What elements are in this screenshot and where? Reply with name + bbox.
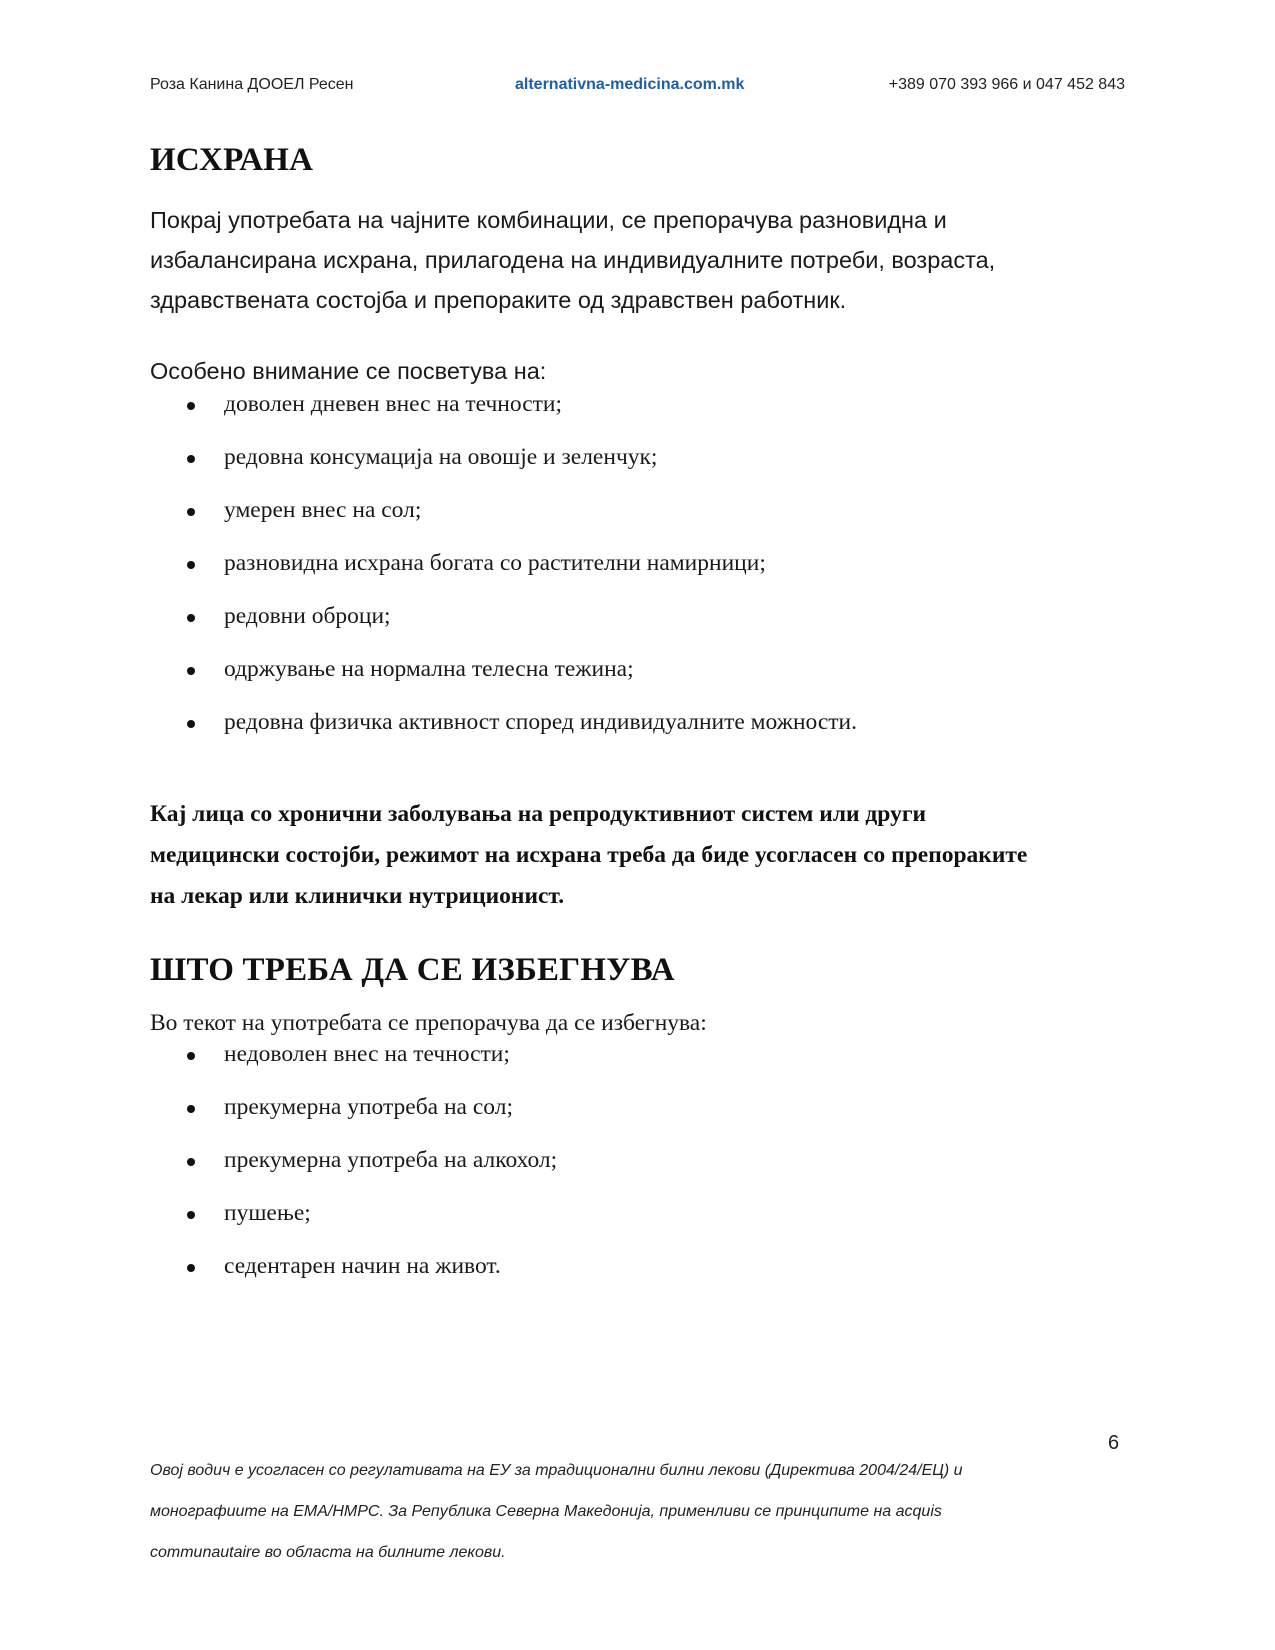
page-header: [150, 76, 1125, 100]
list-item: [150, 1200, 557, 1253]
nutrition-heading: ИСХРАНА: [150, 142, 314, 178]
avoid-lead: Во текот на употребата се препорачува да се избегнува:: [150, 1010, 707, 1036]
bullet-icon: [187, 720, 195, 728]
medical-note: Кај лица со хронични заболувања на репродуктивниот систем или други медицински состојби, режимот на исхрана треба да биде усогласен со препораките на лекар или клинички нутриционист.: [150, 801, 1028, 909]
list-item-text: редовни оброци;: [224, 603, 391, 629]
list-item: [150, 497, 857, 550]
list-item-text: недоволен внес на течности;: [224, 1041, 510, 1067]
list-item-text: седентарен начин на живот.: [224, 1253, 501, 1279]
list-item-text: редовна физичка активност според индивидуалните можности.: [224, 709, 858, 735]
list-item: [150, 1041, 557, 1094]
list-item: [150, 1094, 557, 1147]
list-item: [150, 709, 857, 762]
nutrition-lead: Особено внимание се посветува на:: [150, 358, 547, 384]
list-item-text: доволен дневен внес на течности;: [224, 391, 563, 417]
bullet-icon: [187, 561, 195, 569]
bullet-icon: [187, 508, 195, 516]
list-item-text: прекумерна употреба на сол;: [224, 1094, 513, 1120]
list-item: [150, 1253, 557, 1306]
list-item-text: умерен внес на сол;: [224, 497, 422, 523]
bullet-icon: [187, 614, 195, 622]
list-item-text: пушење;: [224, 1200, 311, 1226]
list-item: [150, 603, 857, 656]
website-link[interactable]: alternativna-medicina.com.mk: [515, 76, 745, 93]
bullet-icon: [187, 1105, 195, 1113]
avoid-list: [150, 1041, 557, 1306]
nutrition-list: [150, 391, 857, 762]
list-item-text: одржување на нормална телесна тежина;: [224, 656, 634, 682]
list-item-text: прекумерна употреба на алкохол;: [224, 1147, 558, 1173]
avoid-heading: ШТО ТРЕБА ДА СЕ ИЗБЕГНУВА: [150, 952, 675, 988]
bullet-icon: [187, 667, 195, 675]
bullet-icon: [187, 1158, 195, 1166]
bullet-icon: [187, 455, 195, 463]
list-item: [150, 1147, 557, 1200]
company-name: Роза Канина ДООЕЛ Ресен: [150, 76, 354, 93]
list-item-text: разновидна исхрана богата со растителни намирници;: [224, 550, 766, 576]
list-item: [150, 444, 857, 497]
page-number: 6: [1108, 1432, 1120, 1454]
footer-note: Овој водич е усогласен со регулативата на ЕУ за традиционални билни лекови (Директива 2004/24/ЕЦ) и монографиите на ЕМА/НМРС. За Република Северна Македонија, применливи се принципите на acquis communautaire во областа на билните лекови.: [150, 1462, 963, 1561]
bullet-icon: [187, 1211, 195, 1219]
bullet-icon: [187, 402, 195, 410]
list-item: [150, 656, 857, 709]
bullet-icon: [187, 1264, 195, 1272]
bullet-icon: [187, 1052, 195, 1060]
list-item: [150, 550, 857, 603]
list-item-text: редовна консумација на овошје и зеленчук;: [224, 444, 658, 470]
nutrition-intro: Покрај употребата на чајните комбинации, се препорачува разновидна и избалансирана исхрана, прилагодена на индивидуалните потреби, возраста, здравствената состојба и препораките од здравствен работник.: [150, 207, 996, 313]
list-item: [150, 391, 857, 444]
phone-numbers: +389 070 393 966 и 047 452 843: [888, 76, 1125, 93]
